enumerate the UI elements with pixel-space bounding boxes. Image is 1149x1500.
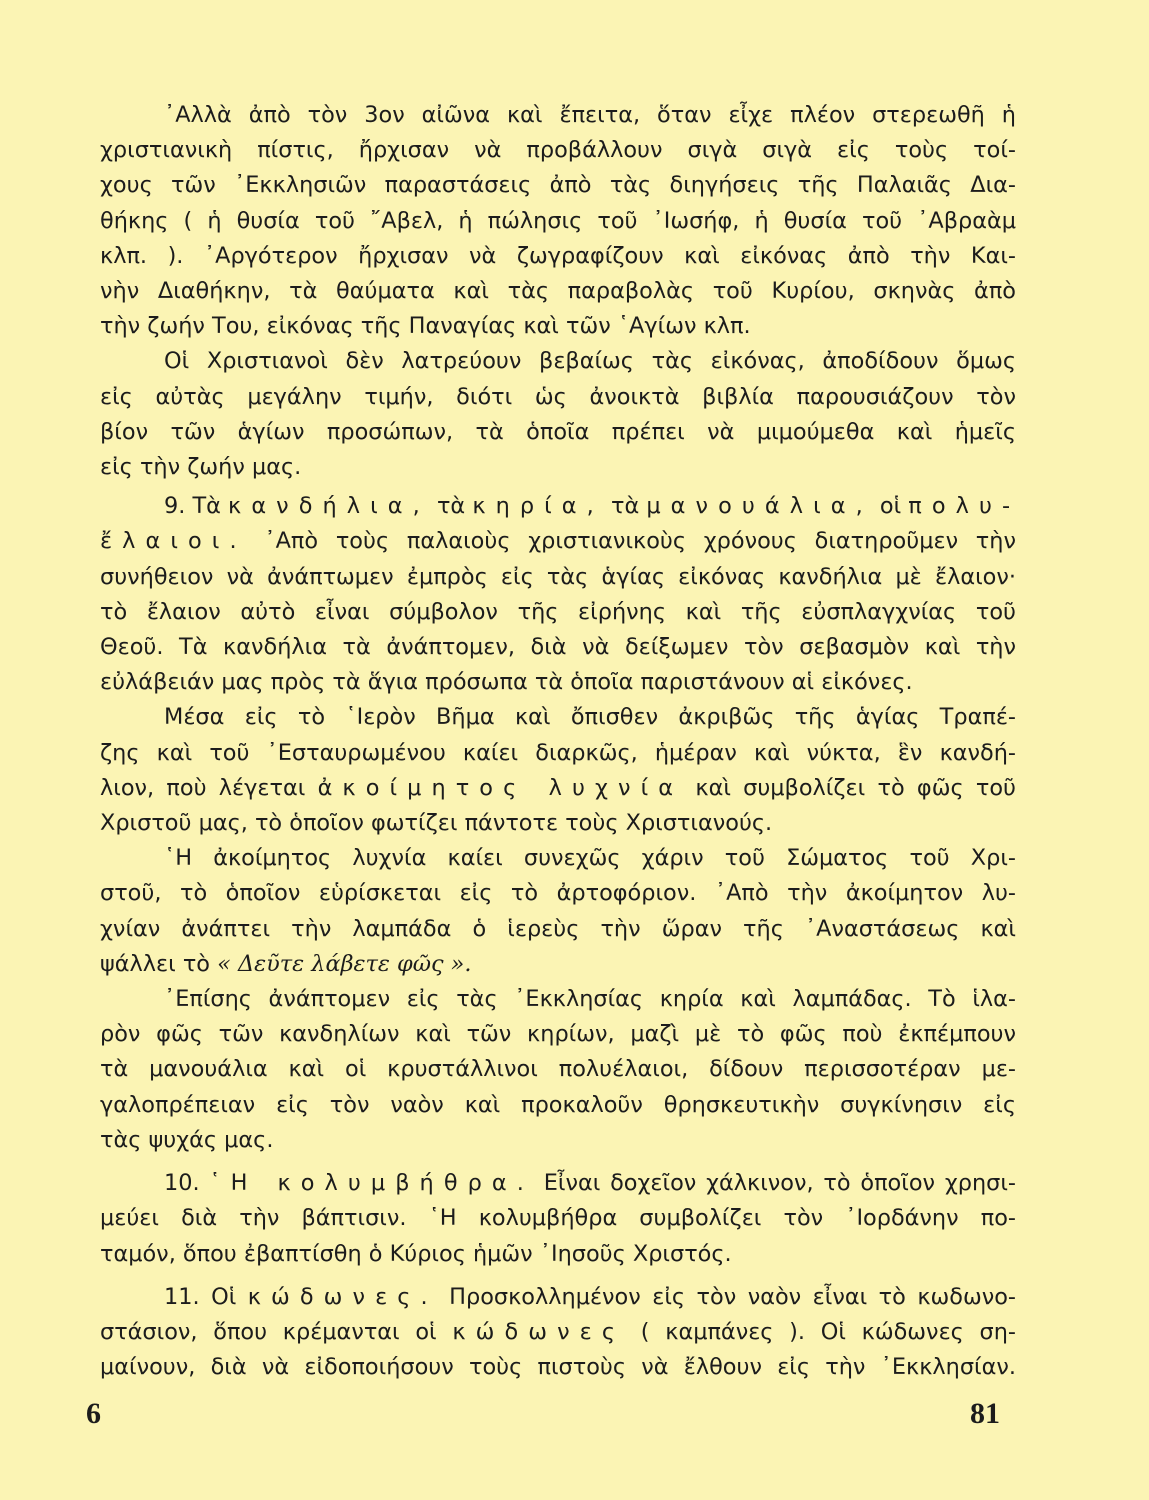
section-number: 10. <box>164 1170 210 1197</box>
body-text <box>100 98 1021 1385</box>
text-line: βίον τῶν ἁγίων προσώπων, τὰ ὁποῖα πρέπει νὰ μιμούμεθα καὶ ἡμεῖς <box>100 418 1016 445</box>
section-number: 9. Τὰ <box>164 493 229 520</box>
text-line <box>100 524 1016 559</box>
section-heading-line <box>100 489 1021 524</box>
text-line: θήκης ( ἡ θυσία τοῦ ῎Αβελ, ἡ πώλησις τοῦ ᾿Ιωσήφ, ἡ θυσία τοῦ ᾿Αβραὰμ <box>100 207 1016 234</box>
text-line: ζης καὶ τοῦ ᾿Εσταυρωμένου καίει διαρκῶς, ἡμέραν καὶ νύκτα, ἓν κανδή- <box>100 739 1016 766</box>
text-line: νὴν Διαθήκην, τὰ θαύματα καὶ τὰς παραβολὰς τοῦ Κυρίου, σκηνὰς ἀπὸ <box>100 278 1016 305</box>
signature-mark: 6 <box>86 1397 101 1430</box>
spaced-term: μανουάλια, <box>646 493 873 520</box>
text-line: μαίνουν, διὰ νὰ εἰδοποιήσουν τοὺς πιστοὺς νὰ ἔλθουν εἰς τὴν ᾿Εκκλησίαν. <box>100 1354 1016 1381</box>
section-number: 11. Οἱ <box>164 1283 248 1310</box>
text-line: τὸ ἔλαιον αὐτὸ εἶναι σύμβολον τῆς εἰρήνης καὶ τῆς εὐσπλαγχνίας τοῦ <box>100 598 1016 625</box>
text-line: ρὸν φῶς τῶν κανδηλίων καὶ τῶν κηρίων, μαζὶ μὲ τὸ φῶς ποὺ ἐκπέμπουν <box>100 1021 1016 1048</box>
text-line: ταμόν, ὅπου ἐβαπτίσθη ὁ Κύριος ἡμῶν ᾿Ιησοῦς Χριστός. <box>100 1240 732 1267</box>
spaced-term: ἔλαιοι. <box>100 528 247 555</box>
text-line: τὰς ψυχάς μας. <box>100 1126 274 1153</box>
text-run: ᾿Απὸ τοὺς παλαιοὺς χριστιανικοὺς χρόνους διατηροῦμεν τὴν <box>246 528 1016 555</box>
text-line: μεύει διὰ τὴν βάπτισιν. ῾Η κολυμβήθρα συμβολίζει τὸν ᾿Ιορδάνην πο- <box>100 1205 1016 1232</box>
spaced-term: κώδωνες. <box>247 1283 438 1310</box>
text-line: Μέσα εἰς τὸ ῾Ιερὸν Βῆμα καὶ ὄπισθεν ἀκριβῶς τῆς ἁγίας Τραπέ- <box>164 704 1016 731</box>
text-line: κλπ. ). ᾿Αργότερον ἤρχισαν νὰ ζωγραφίζουν καὶ εἰκόνας ἀπὸ τὴν Και- <box>100 242 1016 269</box>
text-line: συνήθειον νὰ ἀνάπτωμεν ἐμπρὸς εἰς τὰς ἁγίας εἰκόνας κανδήλια μὲ ἔλαιον· <box>100 563 1016 590</box>
text-run: Εἶναι δοχεῖον χάλκινον, τὸ ὁποῖον χρησι- <box>533 1170 1016 1197</box>
text-run: στάσιον, ὅπου κρέμανται οἱ <box>100 1318 453 1345</box>
spaced-term: κηρία, <box>472 493 604 520</box>
text-line: εἰς αὐτὰς μεγάλην τιμήν, διότι ὡς ἀνοικτὰ βιβλία παρουσιάζουν τὸν <box>100 383 1016 410</box>
text-run: τὰ <box>429 493 473 520</box>
text-run: λιον, ποὺ λέγεται <box>100 774 318 801</box>
text-line: Χριστοῦ μας, τὸ ὁποῖον φωτίζει πάντοτε τοὺς Χριστιανούς. <box>100 810 773 837</box>
text-line: στοῦ, τὸ ὁποῖον εὑρίσκεται εἰς τὸ ἀρτοφόριον. ᾿Απὸ τὴν ἀκοίμητον λυ- <box>100 880 1016 907</box>
page-number: 81 <box>970 1397 1000 1430</box>
spaced-term: πολυ- <box>908 493 1021 520</box>
text-line <box>100 1315 1016 1350</box>
text-run: Προσκολλημένον εἰς τὸν ναὸν εἶναι τὸ κωδωνο- <box>437 1283 1016 1310</box>
text-line: τὰ μανουάλια καὶ οἱ κρυστάλλινοι πολυέλαιοι, δίδουν περισσοτέραν με- <box>100 1056 1016 1083</box>
text-run: καὶ συμβολίζει τὸ φῶς τοῦ <box>683 774 1016 801</box>
text-line: ῾Η ἀκοίμητος λυχνία καίει συνεχῶς χάριν τοῦ Σώματος τοῦ Χρι- <box>164 845 1016 872</box>
text-line: γαλοπρέπειαν εἰς τὸν ναὸν καὶ προκαλοῦν θρησκευτικὴν συγκίνησιν εἰς <box>100 1091 1016 1118</box>
text-line <box>100 771 1016 806</box>
text-run: ( καμπάνες ). Οἱ κώδωνες ση- <box>625 1318 1016 1345</box>
spaced-term: κανδήλια, <box>228 493 430 520</box>
section-heading-line <box>100 1166 1016 1201</box>
text-line: ᾿Επίσης ἀνάπτομεν εἰς τὰς ᾿Εκκλησίας κηρία καὶ λαμπάδας. Τὸ ἱλα- <box>164 986 1016 1013</box>
text-line: Θεοῦ. Τὰ κανδήλια τὰ ἀνάπτομεν, διὰ νὰ δείξωμεν τὸν σεβασμὸν καὶ τὴν <box>100 634 1016 661</box>
text-line: τὴν ζωήν Του, εἰκόνας τῆς Παναγίας καὶ τῶν ῾Αγίων κλπ. <box>100 313 751 340</box>
spaced-term: ῾Η κολυμβήθρα. <box>209 1170 534 1197</box>
text-line: χνίαν ἀνάπτει τὴν λαμπάδα ὁ ἱερεὺς τὴν ὥραν τῆς ᾿Αναστάσεως καὶ <box>100 915 1016 942</box>
text-run: ψάλλει τὸ <box>100 950 218 977</box>
section-heading-line <box>100 1280 1016 1315</box>
text-line: εἰς τὴν ζωήν μας. <box>100 454 302 481</box>
text-line: εὐλάβειάν μας πρὸς τὰ ἅγια πρόσωπα τὰ ὁποῖα παριστάνουν αἱ εἰκόνες. <box>100 669 913 696</box>
text-line: Οἱ Χριστιανοὶ δὲν λατρεύουν βεβαίως τὰς εἰκόνας, ἀποδίδουν ὅμως <box>164 348 1016 375</box>
spaced-term: ἀκοίμητος λυχνία <box>317 774 684 801</box>
text-run: τὰ <box>603 493 647 520</box>
text-line: χριστιανικὴ πίστις, ἤρχισαν νὰ προβάλλουν σιγὰ σιγὰ εἰς τοὺς τοί- <box>100 137 1016 164</box>
text-line <box>100 947 1016 982</box>
hymn-quote: « Δεῦτε λάβετε φῶς ». <box>217 950 472 977</box>
spaced-term: κώδωνες <box>452 1318 626 1345</box>
text-run: οἱ <box>872 493 909 520</box>
text-line: χους τῶν ᾿Εκκλησιῶν παραστάσεις ἀπὸ τὰς διηγήσεις τῆς Παλαιᾶς Δια- <box>100 172 1016 199</box>
text-line: ᾿Αλλὰ ἀπὸ τὸν 3ον αἰῶνα καὶ ἔπειτα, ὅταν εἶχε πλέον στερεωθῆ ἡ <box>164 102 1016 128</box>
